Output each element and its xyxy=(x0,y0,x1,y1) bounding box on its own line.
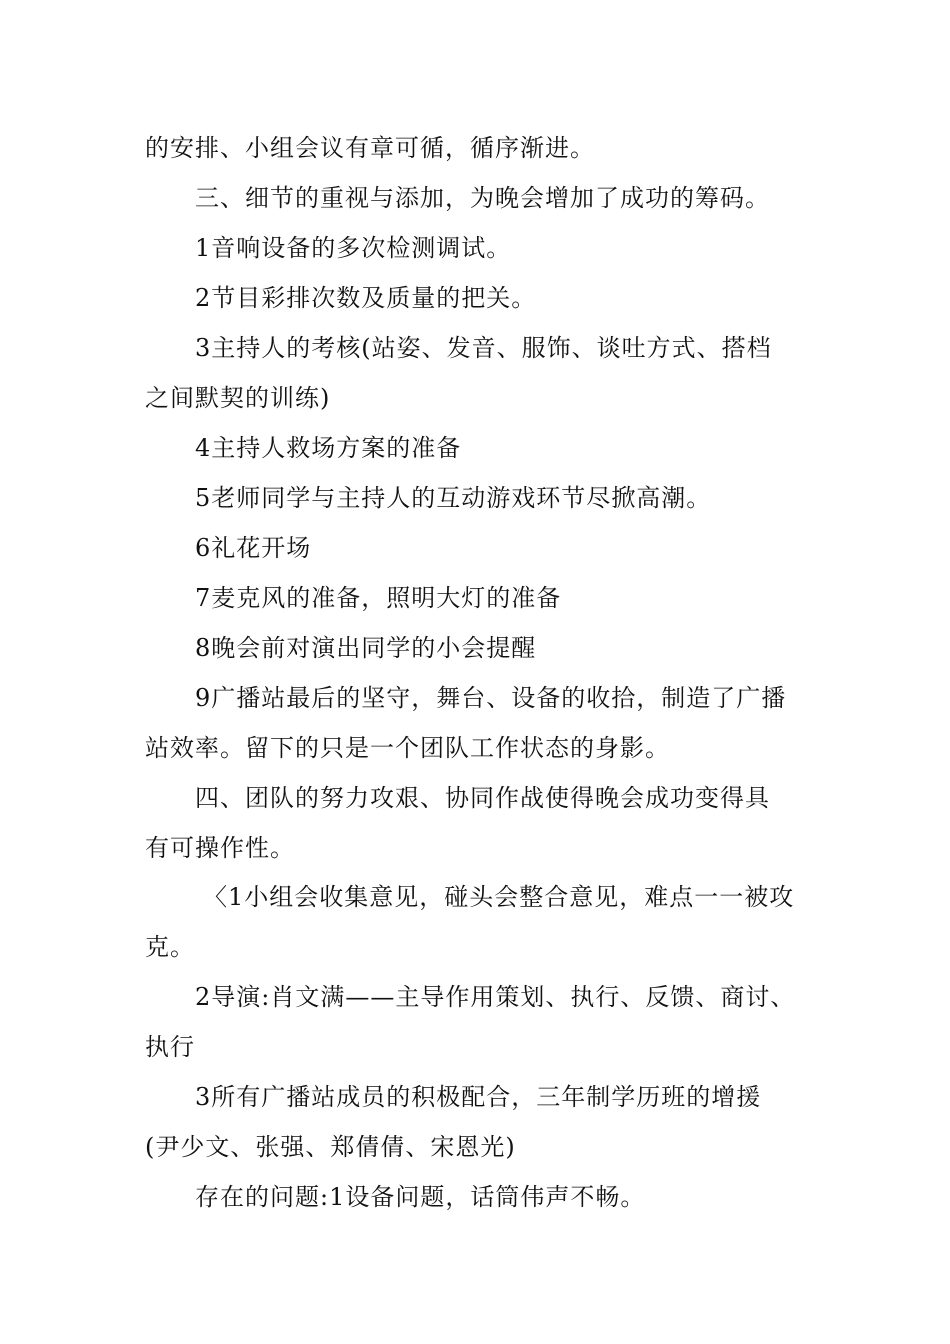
list-item: 3主持人的考核(站姿、发音、服饰、谈吐方式、搭档 xyxy=(195,334,772,362)
list-item: 〈1小组会收集意见，碰头会整合意见，难点一一被攻 xyxy=(203,883,795,911)
text-line: (尹少文、张强、郑倩倩、宋恩光) xyxy=(145,1133,516,1161)
list-item: 5老师同学与主持人的互动游戏环节尽掀高潮。 xyxy=(195,484,712,512)
text-line: 有可操作性。 xyxy=(145,834,295,862)
list-item: 2导演:肖文满——主导作用策划、执行、反馈、商讨、 xyxy=(195,983,796,1011)
list-item: 3所有广播站成员的积极配合，三年制学历班的增援 xyxy=(195,1083,762,1111)
text-line: 克。 xyxy=(145,933,195,961)
text-line: 的安排、小组会议有章可循，循序渐进。 xyxy=(145,134,595,162)
list-item: 9广播站最后的坚守，舞台、设备的收拾，制造了广播 xyxy=(195,684,787,712)
text-line: 之间默契的训练) xyxy=(145,384,331,412)
list-item: 2节目彩排次数及质量的把关。 xyxy=(195,284,537,312)
section-heading: 三、细节的重视与添加，为晚会增加了成功的筹码。 xyxy=(195,184,770,212)
section-heading: 四、团队的努力攻艰、协同作战使得晚会成功变得具 xyxy=(195,784,770,812)
list-item: 6礼花开场 xyxy=(195,534,312,562)
list-item: 8晚会前对演出同学的小会提醒 xyxy=(195,634,537,662)
text-line: 存在的问题:1设备问题，话筒伟声不畅。 xyxy=(195,1183,646,1211)
text-line: 站效率。留下的只是一个团队工作状态的身影。 xyxy=(145,734,670,762)
text-line: 执行 xyxy=(145,1033,195,1061)
list-item: 4主持人救场方案的准备 xyxy=(195,434,462,462)
list-item: 7麦克风的准备，照明大灯的准备 xyxy=(195,584,562,612)
list-item: 1音响设备的多次检测调试。 xyxy=(195,234,512,262)
